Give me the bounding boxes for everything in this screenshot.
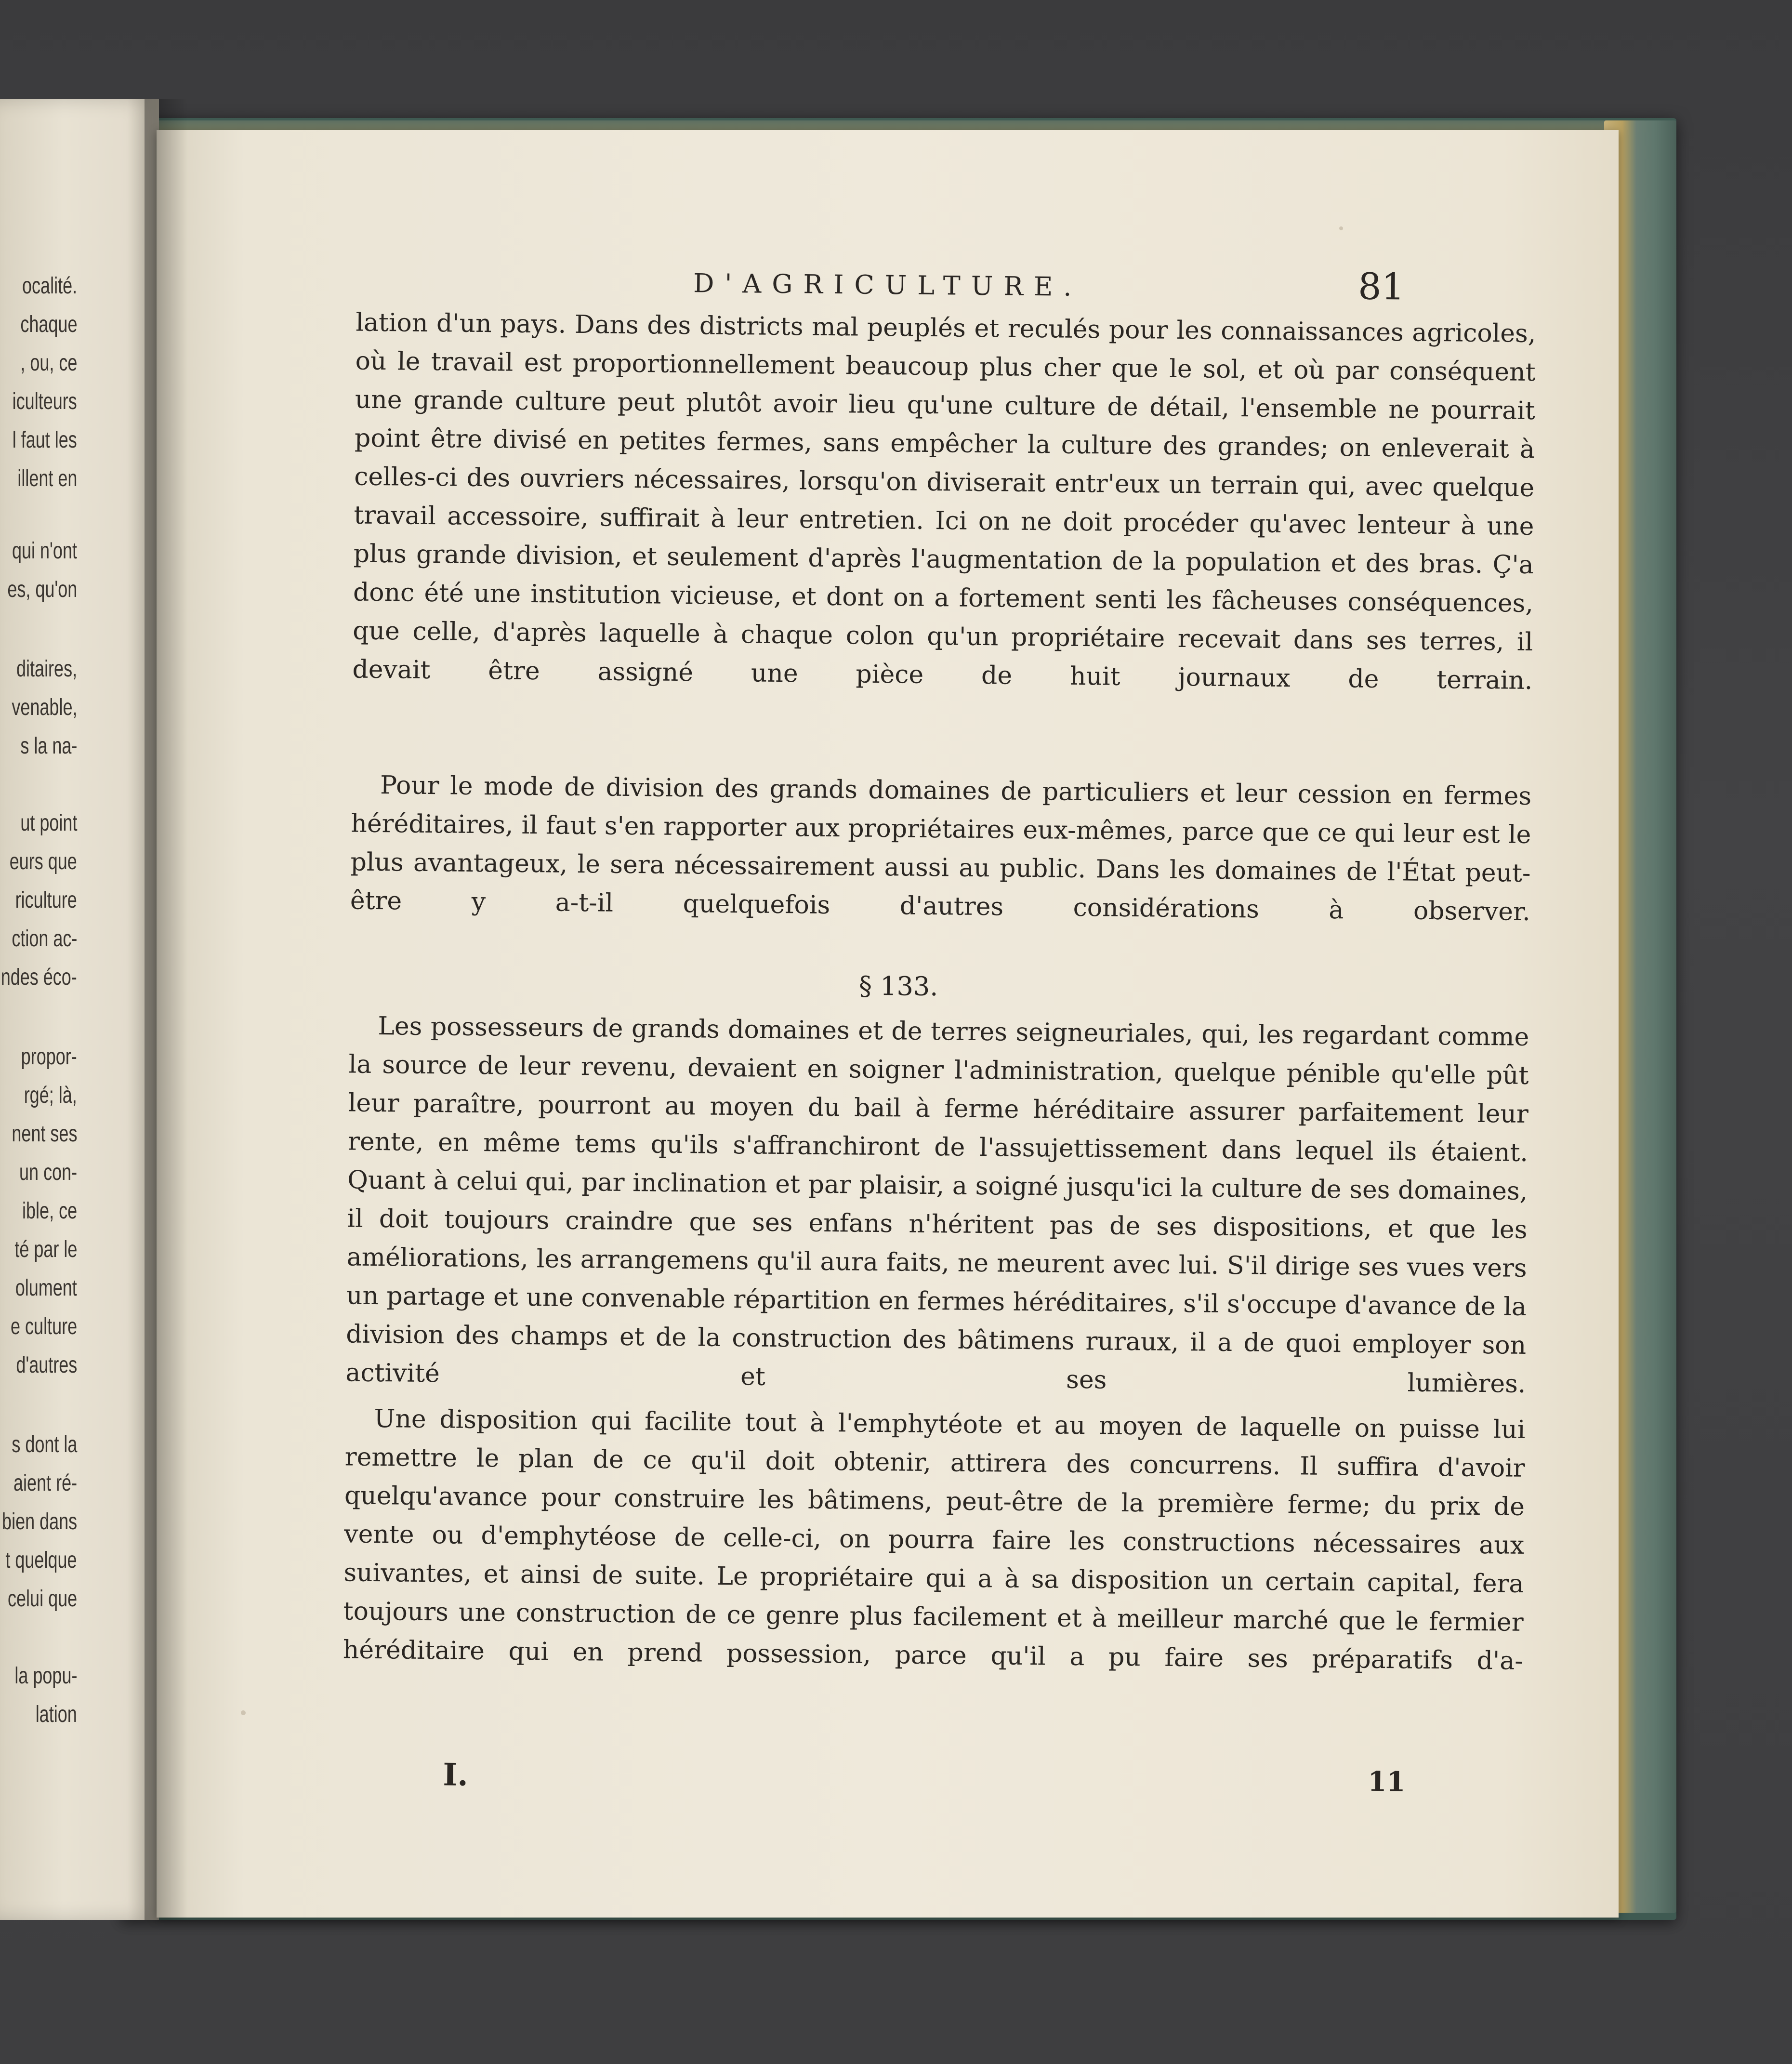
paragraph-3 <box>345 1006 1529 1403</box>
left-page-line: s la na- <box>20 733 77 759</box>
left-page-line: chaque <box>20 312 77 337</box>
left-page-line: l faut les <box>12 427 77 453</box>
page-content <box>148 123 1627 1925</box>
left-page-line: ocalité. <box>22 273 77 299</box>
left-page-line: t quelque <box>5 1548 77 1573</box>
left-page-line: la popu- <box>14 1663 77 1689</box>
section-heading: § 133. <box>858 970 938 1002</box>
running-head: D'AGRICULTURE. <box>693 268 1082 302</box>
foxing-spot <box>241 1710 246 1715</box>
left-page-line: bien dans <box>1 1509 77 1535</box>
left-page-line: , ou, ce <box>20 350 77 376</box>
left-page-line: ditaires, <box>16 656 77 682</box>
left-page-line: qui n'ont <box>12 538 77 564</box>
left-page-line: propor- <box>21 1044 77 1070</box>
paragraph-1-text: lation d'un pays. Dans des districts mal peuplés et reculés pour les connaissances agricoles, où le travail est proportionnellement beaucoup plus cher que le sol, et où par conséquent une grande culture peut plutôt avoir lieu qu'une culture de détail, l'ensemble ne pourrait point être divisé en petites fermes, sans empêcher la culture des grandes; on enleverait à celles-ci des ouvriers nécessaires, lorsqu'on diviserait entr'eux un terrain qui, avec quelque travail accessoire, suffirait à leur entretien. Ici on ne doit procéder qu'avec lenteur à une plus grande division, et seulement d'après l'augmentation de la population et des bras. Ç'a donc été une institution vicieuse, et dont on a fortement senti les fâcheuses conséquences, que celle, d'après laquelle à chaque colon qu'un propriétaire recevait dans ses terres, il devait être assigné une pièce de huit journaux de terrain. <box>352 308 1536 695</box>
book-page <box>157 130 1619 1918</box>
paragraph-4-text: Une disposition qui facilite tout à l'emphytéote et au moyen de laquelle on puisse lui remettre le plan de ce qu'il doit obtenir, attirera des concurrens. Il suffira d'avoir quelqu'avance pour construire les bâtimens, peut-être de la première ferme; du prix de vente ou d'emphytéose de celle-ci, on pourra faire les constructions nécessaires aux suivantes, et ainsi de suite. Le propriétaire qui a à sa disposition un certain capital, fera toujours une construction de ce genre plus facilement et à meilleur marché que le fermier héréditaire qui en prend possession, parce qu'il a pu faire ses préparatifs d'a- <box>343 1404 1526 1676</box>
left-page-line: ndes éco- <box>0 965 77 990</box>
folio-mark: 11 <box>1368 1765 1406 1798</box>
left-facing-page <box>0 99 159 1920</box>
left-page-line: s dont la <box>11 1432 77 1457</box>
paragraph-4 <box>343 1399 1526 1680</box>
page-number: 81 <box>1357 265 1405 308</box>
paragraph-2 <box>350 766 1531 931</box>
left-page-line: iculteurs <box>12 389 77 414</box>
left-page-line: d'autres <box>16 1352 77 1378</box>
left-page-line: ible, ce <box>22 1198 77 1224</box>
left-page-line: e culture <box>10 1314 77 1339</box>
left-page-line: té par le <box>14 1237 77 1262</box>
left-page-line: olument <box>15 1275 77 1301</box>
left-page-line: es, qu'on <box>7 577 77 602</box>
left-page-line: celui que <box>7 1586 77 1612</box>
left-page-line: nent ses <box>11 1121 77 1147</box>
left-page-line: illent en <box>17 466 77 491</box>
left-page-line: ut point <box>20 810 77 836</box>
gutter-shadow <box>145 99 188 1920</box>
left-page-line: ction ac- <box>11 926 77 952</box>
left-page-line: un con- <box>19 1160 77 1185</box>
paragraph-1 <box>352 304 1536 700</box>
left-page-line: lation <box>35 1702 77 1727</box>
left-page-line: rgé; là, <box>24 1083 77 1108</box>
foxing-spot <box>1339 226 1343 230</box>
left-page-line: aient ré- <box>13 1470 77 1496</box>
signature-mark: I. <box>443 1757 469 1793</box>
paragraph-2-text: Pour le mode de division des grands domaines de particuliers et leur cession en fermes héréditaires, il faut s'en rapporter aux propriétaires eux-mêmes, parce que ce qui leur est le plus avantageux, le sera nécessairement aussi au public. Dans les domaines de l'État peut-être y a-t-il quelquefois d'autres considérations à observer. <box>350 771 1532 926</box>
paragraph-3-text: Les possesseurs de grands domaines et de terres seigneuriales, qui, les regardant comme la source de leur revenu, devaient en soigner l'administration, quelque pénible qu'elle pût leur paraître, pourront au moyen du bail à ferme héréditaire assurer parfaitement leur rente, en même tems qu'ils s'affranchiront de l'assujettissement dans lequel ils étaient. Quant à celui qui, par inclination et par plaisir, a soigné jusqu'ici la culture de ses domaines, il doit toujours craindre que ses enfans n'héritent pas de ses dispositions, et que les améliorations, les arrangemens qu'il aura faits, ne meurent avec lui. S'il dirige ses vues vers un partage et une convenable répartition en fermes héréditaires, s'il s'occupe d'avance de la division des champs et de la construction des bâtimens ruraux, il a de quoi employer son activité et ses lumières. <box>345 1012 1529 1399</box>
left-page-line: riculture <box>15 887 77 913</box>
left-page-line: venable, <box>11 695 77 720</box>
left-page-line: eurs que <box>9 849 77 874</box>
